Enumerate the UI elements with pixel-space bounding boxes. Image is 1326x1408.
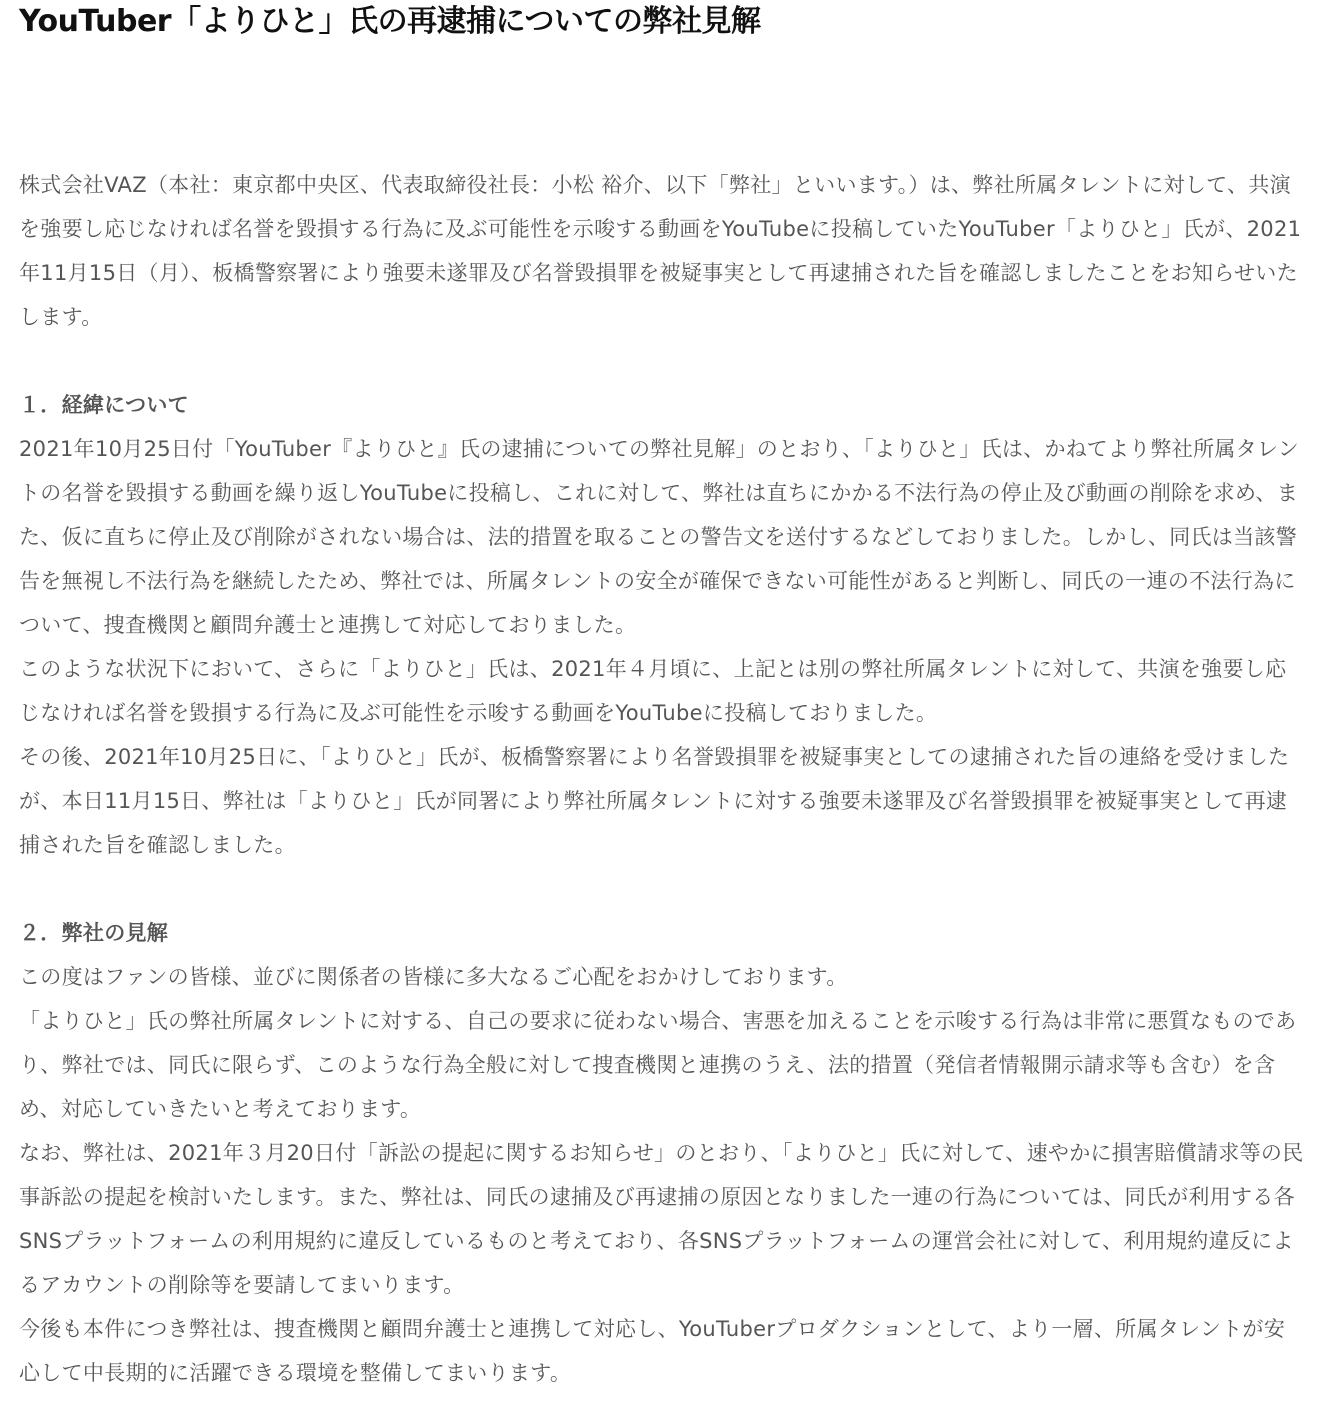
section-spacer xyxy=(19,867,1306,911)
paragraph: その後、2021年10月25日に、「よりひと」氏が、板橋警察署により名誉毀損罪を被疑事実としての逮捕された旨の連絡を受けましたが、本日11月15日、弊社は「よりひと」氏が同署により弊社所属タレントに対する強要未遂罪及び名誉毀損罪を被疑事実として再逮捕された旨を確認しました。 xyxy=(19,745,1290,857)
paragraph: なお、弊社は、2021年３月20日付「訴訟の提起に関するお知らせ」のとおり、「よりひと」氏に対して、速やかに損害賠償請求等の民事訴訟の提起を検討いたします。また、弊社は、同氏の逮捕及び再逮捕の原因となりました一連の行為については、同氏が利用する各SNSプラットフォームの利用規約に違反しているものと考えており、各SNSプラットフォームの運営会社に対して、利用規約違反によるアカウントの削除等を要請してまいります。 xyxy=(19,1141,1304,1297)
paragraph: 2021年10月25日付「YouTuber『よりひと』氏の逮捕についての弊社見解」のとおり、「よりひと」氏は、かねてより弊社所属タレントの名誉を毀損する動画を繰り返しYouTubeに投稿し、これに対して、弊社は直ちにかかる不法行為の停止及び動画の削除を求め、また、仮に直ちに停止及び削除がされない場合は、法的措置を取ることの警告文を送付するなどしておりました。しかし、同氏は当該警告を無視し不法行為を継続したため、弊社では、所属タレントの安全が確保できない可能性があると判断し、同氏の一連の不法行為について、捜査機関と顧問弁護士と連携して対応しておりました。 xyxy=(19,437,1300,637)
section-heading-background: １．経緯について xyxy=(19,393,189,417)
page-title: YouTuber「よりひと」氏の再逮捕についての弊社見解 xyxy=(19,4,761,39)
paragraph: このような状況下において、さらに「よりひと」氏は、2021年４月頃に、上記とは別の弊社所属タレントに対して、共演を強要し応じなければ名誉を毀損する行為に及ぶ可能性を示唆する動画をYouTubeに投稿しておりました。 xyxy=(19,657,1287,725)
section-spacer xyxy=(19,339,1306,383)
paragraph: この度はファンの皆様、並びに関係者の皆様に多大なるご心配をおかけしております。 xyxy=(19,965,848,989)
paragraph: 「よりひと」氏の弊社所属タレントに対する、自己の要求に従わない場合、害悪を加えることを示唆する行為は非常に悪質なものであり、弊社では、同氏に限らず、このような行為全般に対して捜査機関と連携のうえ、法的措置（発信者情報開示請求等も含む）を含め、対応していきたいと考えております。 xyxy=(19,1009,1297,1121)
section-background xyxy=(19,383,1306,867)
article-body xyxy=(19,163,1306,1395)
paragraph: 今後も本件につき弊社は、捜査機関と顧問弁護士と連携して対応し、YouTuberプロダクションとして、より一層、所属タレントが安心して中長期的に活躍できる環境を整備してまいります。 xyxy=(19,1317,1286,1385)
section-heading-company-view: ２．弊社の見解 xyxy=(19,921,169,945)
section-company-view xyxy=(19,911,1306,1395)
intro-paragraph: 株式会社VAZ（本社：東京都中央区、代表取締役社長：小松 裕介、以下「弊社」といいます。）は、弊社所属タレントに対して、共演を強要し応じなければ名誉を毀損する行為に及ぶ可能性を示唆する動画をYouTubeに投稿していたYouTuber「よりひと」氏が、2021年11月15日（月）、板橋警察署により強要未遂罪及び名誉毀損罪を被疑事実として再逮捕された旨を確認しましたことをお知らせいたします。 xyxy=(19,173,1302,329)
